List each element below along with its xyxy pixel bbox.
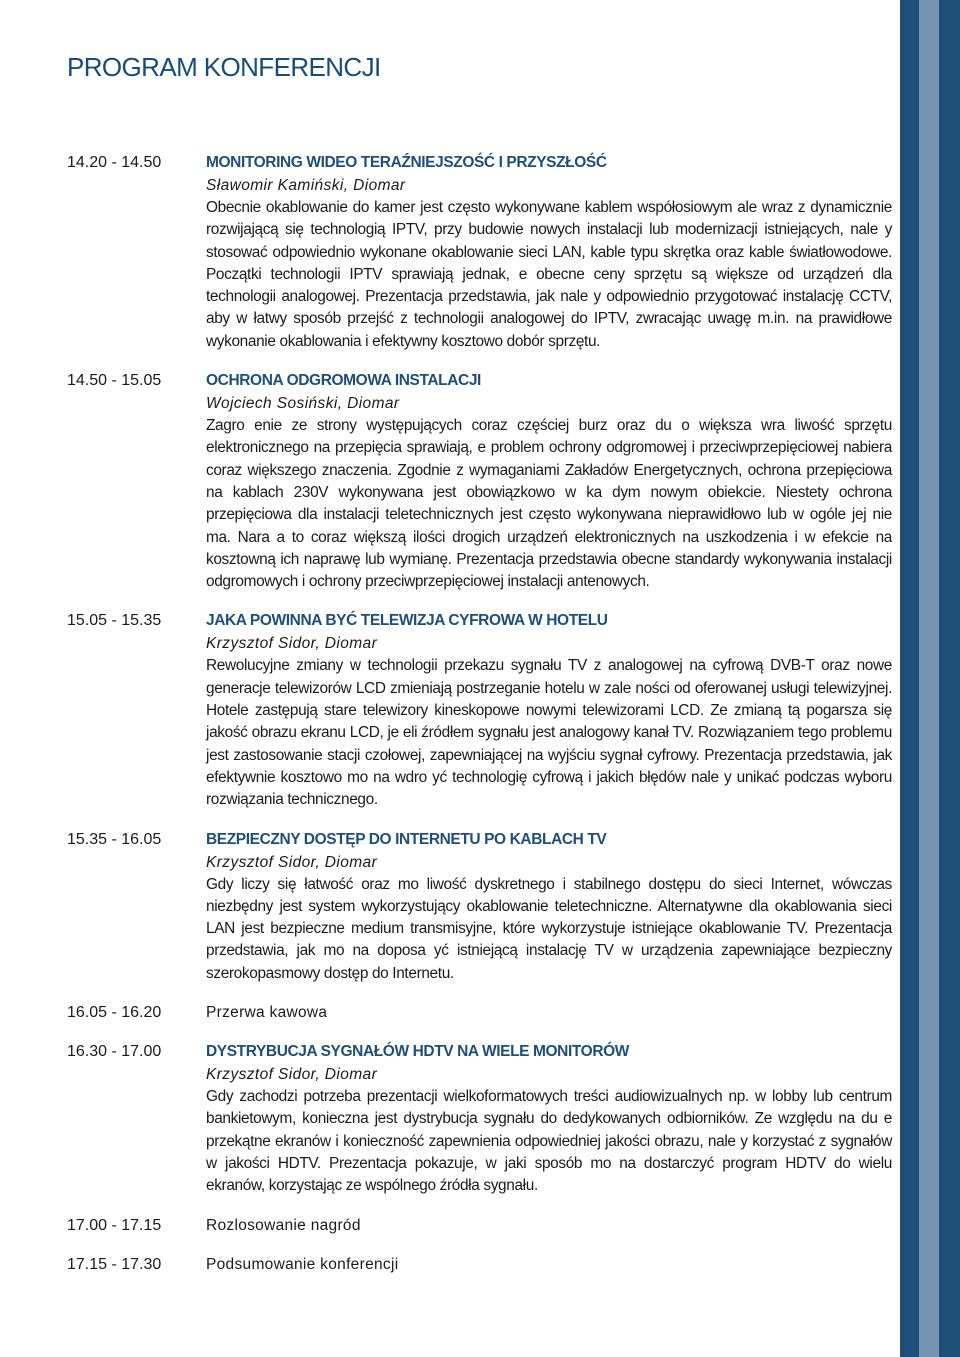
session-content <box>206 370 892 593</box>
session-content <box>206 152 892 353</box>
session-description: Rewolucyjne zmiany w technologii przekazu sygnału TV z analogowej na cyfrową DVB-T oraz nowe generacje telewizorów LCD zmieniają postrzeganie hotelu w zale ności od oferowanej usługi telewizyjnej. Hotele zastępują stare telewizory kineskopowe nowymi telewizorami LCD. Ze zmianą tą pogarsza się jakość obrazu ekranu LCD, je eli źródłem sygnału jest analogowy kanał TV. Rozwiązaniem tego problemu jest zastosowanie stacji czołowej, zapewniającej na wyjściu sygnał cyfrowy. Prezentacja przedstawia, jak efektywnie kosztowo mo na wdro yć technologię cyfrową i jakich błędów nale y unikać podczas wyboru rozwiązania technicznego. <box>206 657 892 809</box>
session-content <box>206 1002 892 1024</box>
session-monitoring <box>67 152 893 353</box>
session-coffee-break <box>67 1002 893 1024</box>
session-time: 14.50 - 15.05 <box>67 372 162 390</box>
session-content <box>206 829 892 985</box>
session-time: 15.35 - 16.05 <box>67 830 162 848</box>
session-description: Gdy zachodzi potrzeba prezentacji wielkoformatowych treści audiowizualnych np. w lobby lub centrum bankietowym, konieczna jest dystrybucja sygnału do dedykowanych odbiorników. Ze względu na du e przekątne ekranów i konieczność zapewnienia odpowiedniej jakości obrazu, nale y korzystać z sygnałów w jakości HDTV. Prezentacja pokazuje, w jaki sposób mo na dostarczyć program HDTV do wielu ekranów, korzystając ze wspólnego źródła sygnału. <box>206 1088 892 1195</box>
session-internet-over-tv-cables <box>67 829 893 985</box>
session-content <box>206 1215 892 1237</box>
session-speaker: Sławomir Kamiński, Diomar <box>206 177 406 194</box>
session-title: OCHRONA ODGROMOWA INSTALACJI <box>206 372 481 390</box>
session-title: MONITORING WIDEO TERAŹNIEJSZOŚĆ I PRZYSZŁOŚĆ <box>206 154 607 171</box>
session-speaker: Krzysztof Sidor, Diomar <box>206 1066 378 1084</box>
session-speaker: Krzysztof Sidor, Diomar <box>206 635 378 653</box>
session-time: 14.20 - 14.50 <box>67 154 162 171</box>
session-time: 17.00 - 17.15 <box>67 1216 162 1234</box>
session-prize-draw <box>67 1215 893 1237</box>
session-hotel-digital-tv <box>67 610 893 811</box>
session-title: DYSTRYBUCJA SYGNAŁÓW HDTV NA WIELE MONITORÓW <box>206 1043 629 1061</box>
session-time: 15.05 - 15.35 <box>67 612 162 630</box>
session-label: Podsumowanie konferencji <box>206 1255 399 1273</box>
session-hdtv-distribution <box>67 1041 893 1197</box>
session-time: 16.30 - 17.00 <box>67 1043 162 1061</box>
session-content <box>206 1254 892 1276</box>
decorative-side-stripe <box>919 0 939 1357</box>
session-summary <box>67 1254 893 1276</box>
session-title: BEZPIECZNY DOSTĘP DO INTERNETU PO KABLACH TV <box>206 830 607 848</box>
page-title: PROGRAM KONFERENCJI <box>67 52 381 82</box>
session-content <box>206 610 892 811</box>
session-speaker: Wojciech Sosiński, Diomar <box>206 395 400 413</box>
session-label: Przerwa kawowa <box>206 1004 328 1022</box>
session-description: Gdy liczy się łatwość oraz mo liwość dyskretnego i stabilnego dostępu do sieci Internet, wówczas niezbędny jest system wykorzystujący okablowanie teletechniczne. Alternatywne dla okablowania sieci LAN jest bezpieczne medium transmisyjne, które wykorzystuje istniejące okablowanie TV. Prezentacja przedstawia, jak mo na doposa yć istniejącą instalację TV w urządzenia zapewniające bezpieczny szerokopasmowy dostęp do Internetu. <box>206 875 892 982</box>
session-description: Zagro enie ze strony występujących coraz częściej burz oraz du o większa wra liwość sprzętu elektronicznego na przepięcia sprawiają, e problem ochrony odgromowej i przeciwprzepięciowej nabiera coraz większego znaczenia. Zgodnie z wymaganiami Zakładów Energetycznych, ochrona przepięciowa na kablach 230V wykonywana jest obowiązkowo w ka dym nowym obiekcie. Niestety ochrona przepięciowa dla instalacji teletechnicznych jest często wykonywana nieprawidłowo lub w ogóle jej nie ma. Nara a to coraz większą ilości drogich urządzeń elektronicznych na uszkodzenia i w efekcie na kosztowną ich naprawę lub wymianę. Prezentacja przedstawia obecne standardy wykonywania instalacji odgromowych i ochrony przeciwprzepięciowej instalacji antenowych. <box>206 417 892 591</box>
session-description: Obecnie okablowanie do kamer jest często wykonywane kablem współosiowym ale wraz z dynamicznie rozwijającą się technologią IPTV, przy budowie nowych instalacji lub modernizacji istniejących, nale y stosować odpowiednio wykonane okablowanie sieci LAN, kable typu skrętka oraz kable światłowodowe. Początki technologii IPTV sprawiają jednak, e obecne ceny sprzętu są większe od urządzeń dla technologii analogowej. Prezentacja przedstawia, jak nale y odpowiednio przygotować instalację CCTV, aby w łatwy sposób przejść z technologii analogowej do IPTV, zwracając uwagę m.in. na prawidłowe wykonanie okablowania i efektywny kosztowo dobór sprzętu. <box>206 199 892 350</box>
conference-schedule <box>67 152 893 1293</box>
session-time: 17.15 - 17.30 <box>67 1255 162 1273</box>
session-content <box>206 1041 892 1197</box>
session-time: 16.05 - 16.20 <box>67 1004 162 1022</box>
session-label: Rozlosowanie nagród <box>206 1216 361 1234</box>
session-title: JAKA POWINNA BYĆ TELEWIZJA CYFROWA W HOTELU <box>206 612 608 630</box>
session-lightning-protection <box>67 370 893 593</box>
session-speaker: Krzysztof Sidor, Diomar <box>206 853 378 871</box>
